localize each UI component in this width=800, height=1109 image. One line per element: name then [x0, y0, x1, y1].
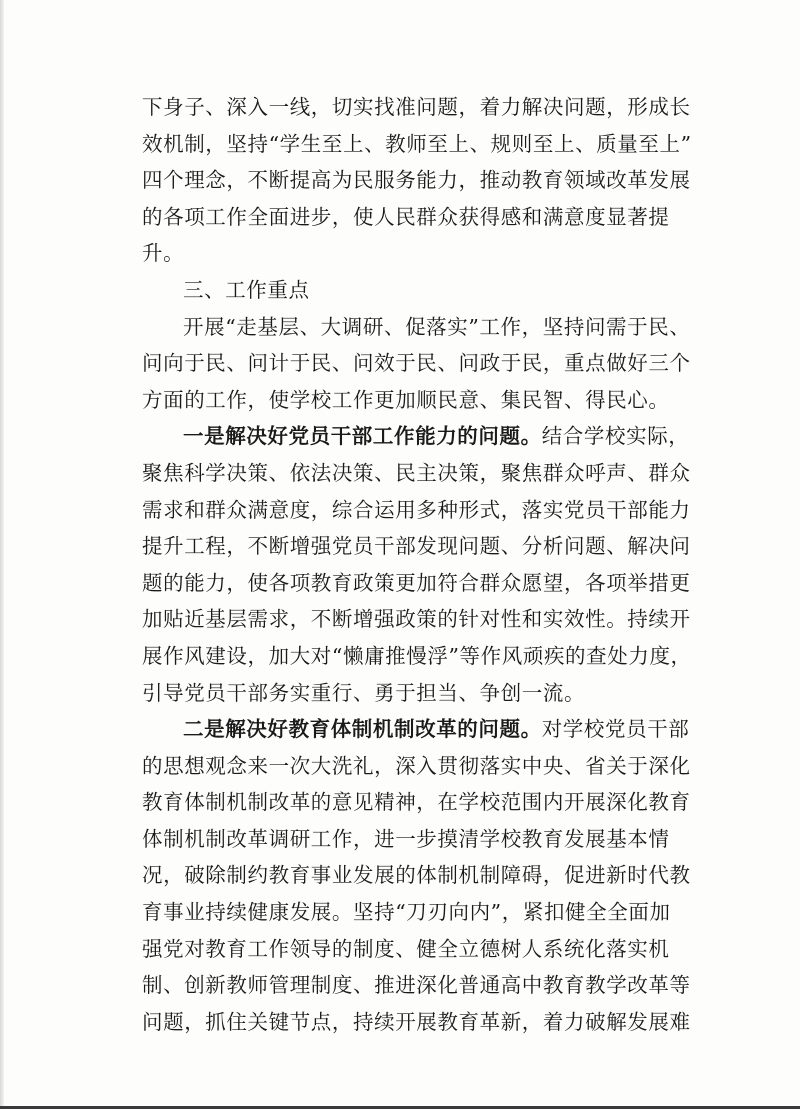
text-line: 加贴近基层需求，不断增强政策的针对性和实效性。持续开 — [142, 607, 691, 632]
text-line: 问向于民、问计于民、问效于民、问政于民，重点做好三个 — [142, 351, 691, 376]
paragraph-continuation — [142, 89, 702, 272]
text-line: 问题，抓住关键节点，持续开展教育革新，着力破解发展难 — [142, 1009, 691, 1034]
scan-left-edge — [0, 0, 4, 1109]
text-line: 展作风建设，加大对“懒庸推慢浮”等作风顽疾的查处力度， — [142, 643, 692, 668]
text-line — [142, 711, 702, 748]
text-line: 聚焦科学决策、依法决策、民主决策，聚焦群众呼声、群众 — [142, 460, 691, 485]
text-line: 题的能力，使各项教育政策更加符合群众愿望，各项举措更 — [142, 570, 691, 595]
text-line: 下身子、深入一线，切实找准问题，着力解决问题，形成长 — [142, 95, 691, 119]
text-line: 提升工程，不断增强党员干部发现问题、分析问题、解决问 — [142, 534, 691, 559]
paragraph-point-one — [142, 418, 702, 711]
point-two-lead-rest: 对学校党员干部 — [541, 717, 690, 742]
text-line: 体制机制改革调研工作，进一步摸清学校教育发展基本情 — [142, 826, 670, 851]
point-one-lead: 一是解决好党员干部工作能力的问题。 — [183, 424, 542, 449]
text-line: 的思想观念来一次大洗礼，深入贯彻落实中央、省关于深化 — [142, 753, 691, 778]
text-line: 开展“走基层、大调研、促落实”工作，坚持问需于民、 — [183, 314, 691, 339]
text-line: 强党对教育工作领导的制度、健全立德树人系统化落实机 — [142, 936, 670, 961]
text-line: 升。 — [142, 241, 185, 266]
text-line: 引导党员干部务实重行、勇于担当、争创一流。 — [142, 680, 586, 705]
text-line: 况，破除制约教育事业发展的体制机制障碍，促进新时代教 — [142, 863, 691, 888]
paragraph-intro — [142, 309, 702, 419]
section-heading: 三、工作重点 — [183, 277, 310, 302]
text-line: 育事业持续健康发展。坚持“刀刃向内”，紧扣健全全面加 — [142, 900, 671, 925]
document-body — [142, 89, 702, 1040]
text-line: 教育体制机制改革的意见精神，在学校范围内开展深化教育 — [142, 790, 691, 815]
point-two-lead: 二是解决好教育体制机制改革的问题。 — [183, 717, 542, 742]
text-line — [142, 418, 702, 455]
text-line: 四个理念，不断提高为民服务能力，推动教育领域改革发展 — [142, 168, 691, 193]
text-line: 需求和群众满意度，综合运用多种形式，落实党员干部能力 — [142, 497, 691, 522]
text-line: 方面的工作，使学校工作更加顺民意、集民智、得民心。 — [142, 387, 670, 412]
text-line: 制、创新教师管理制度、推进深化普通高中教育教学改革等 — [142, 973, 691, 998]
text-line: 的各项工作全面进步，使人民群众获得感和满意度显著提 — [142, 204, 670, 229]
point-one-lead-rest: 结合学校实际， — [541, 424, 690, 449]
text-line: 效机制，坚持“学生至上、教师至上、规则至上、质量至上” — [142, 131, 692, 156]
paragraph-point-two — [142, 711, 702, 1040]
